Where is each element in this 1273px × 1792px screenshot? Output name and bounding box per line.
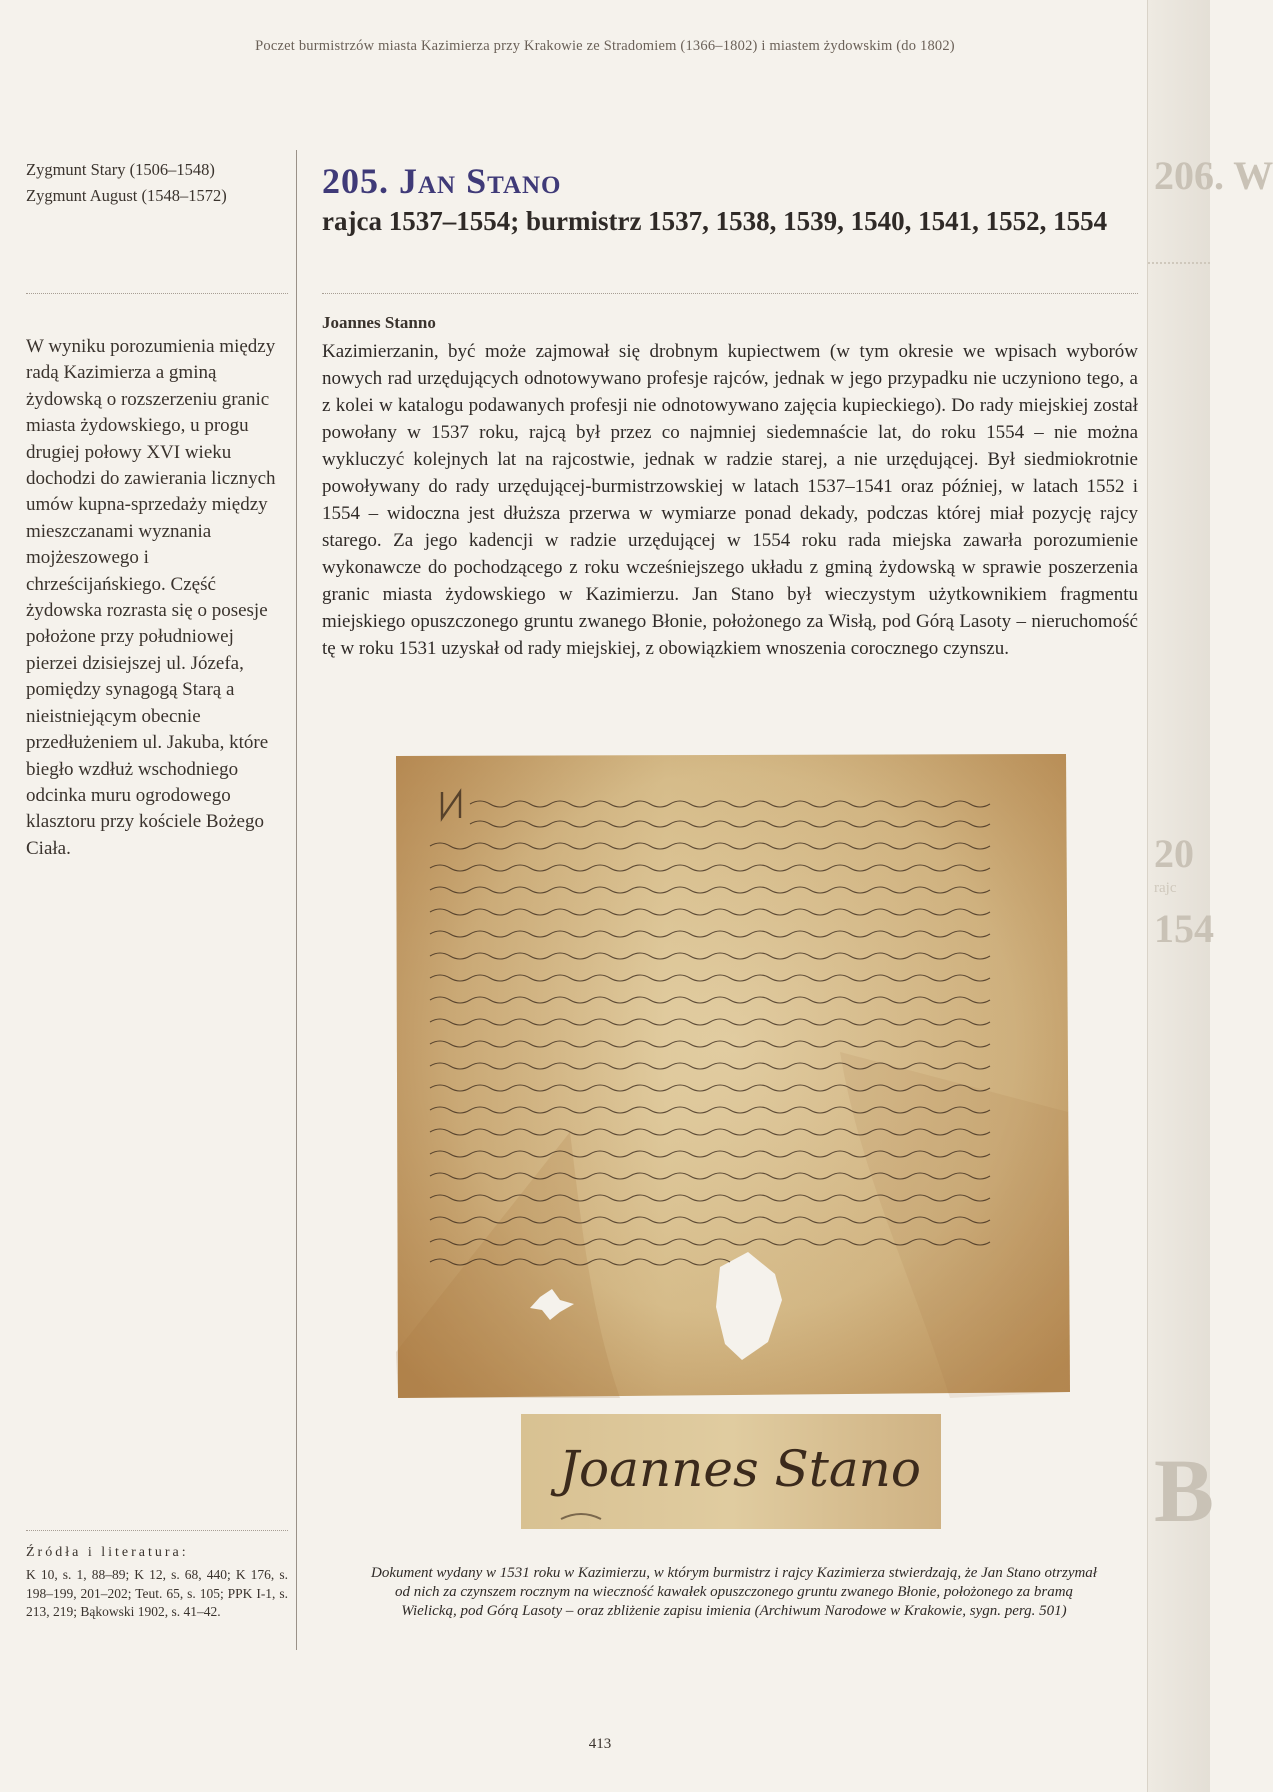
parchment-document-image [390,752,1073,1402]
signature-text: Joannes Stano [559,1440,921,1498]
reign-2: Zygmunt August (1548–1572) [26,186,227,205]
running-header: Poczet burmistrzów miasta Kazimierza przy Krakowie ze Stradomiem (1366–1802) i miastem żydowskim (do 1802) [255,38,955,54]
sidebar-note: W wyniku porozumienia między radą Kazimierza a gminą żydowską o rozszerzeniu granic miasta żydowskiego, u progu drugiej połowy XVI wieku dochodzi do zawierania licznych umów kupna-sprzedaży między mieszczanami wyznania mojżeszowego i chrześcijańskiego. Część żydowska rozrasta się o posesje położone przy południowej pierzei dzisiejszej ul. Józefa, pomiędzy synagogą Starą a nieistniejącym obecnie przedłużeniem ul. Jakuba, które biegło wzdłuż wschodniego odcinka muru ogrodowego klasztoru przy kościele Bożego Ciała. [26,336,276,859]
sidebar-divider [26,293,288,294]
sources-heading: Źródła i literatura: [26,1545,189,1560]
page-number: 413 [588,1736,612,1752]
sources-divider [26,1530,288,1531]
entry-title: 205. Jan Stano [322,161,562,201]
latin-name: Joannes Stanno [322,313,436,332]
entry-subtitle: rajca 1537–1554; burmistrz 1537, 1538, 1539, 1540, 1541, 1552, 1554 [322,206,1108,236]
entry-divider [322,293,1138,294]
sources-list: K 10, s. 1, 88–89; K 12, s. 68, 440; K 176, s. 198–199, 201–202; Teut. 65, s. 105; PPK I-1, s. 213, 219; Bąkowski 1902, s. 41–42. [26,1567,288,1619]
signature-closeup-image [521,1414,941,1529]
entry-body: Kazimierzanin, być może zajmował się drobnym kupiectwem (w tym okresie we wpisach wyborów nowych rad urzędujących odnotowywano profesje rajców, jednak w jego przypadku nie uczyniono tego, a z kolei w katalogu podawanych profesji nie odnotowywano zajęcia kupieckiego). Do rady miejskiej został powołany w 1537 roku, rajcą był przez co najmniej siedemnaście lat, do roku 1554 – nie można wykluczyć kolejnych lat na rajcostwie, jednak w radzie starej, a nie urzędującej. Był siedmiokrotnie powoływany do rady urzędującej-burmistrzowskiej w latach 1537–1541 oraz później, w latach 1552 i 1554 – widoczna jest dłuższa przerwa w wymiarze ponad dekady, podczas której miał pozycję rajcy starego. Za jego kadencji w radzie urzędującej w 1554 roku rada miejska zawarła porozumienie wykonawcze do pochodzącego z roku wcześniejszego układu z gminą żydowską w sprawie poszerzenia granic miasta żydowskiego w Kazimierzu. Jan Stano był wieczystym użytkownikiem fragmentu miejskiego opuszczonego gruntu zwanego Błonie, położonego za Wisłą, pod Górą Lasoty – nieruchomość tę w roku 1531 uzyskał od rady miejskiej, z obowiązkiem wnoszenia corocznego czynszu. [322,341,1138,659]
column-rule [296,150,297,1650]
next-page-edge: 206. W 20 rajc 154 B [1147,0,1210,1792]
reign-1: Zygmunt Stary (1506–1548) [26,160,215,179]
figure-caption: Dokument wydany w 1531 roku w Kazimierzu, w którym burmistrz i rajcy Kazimierza stwierdzają, że Jan Stano otrzymał od nich za czynszem rocznym na wieczność kawałek opuszczonego gruntu zwanego Błonie, położonego za bramą Wielicką, pod Górą Lasoty – oraz zbliżenie zapisu imienia (Archiwum Narodowe w Krakowie, sygn. perg. 501) [371,1565,1097,1619]
